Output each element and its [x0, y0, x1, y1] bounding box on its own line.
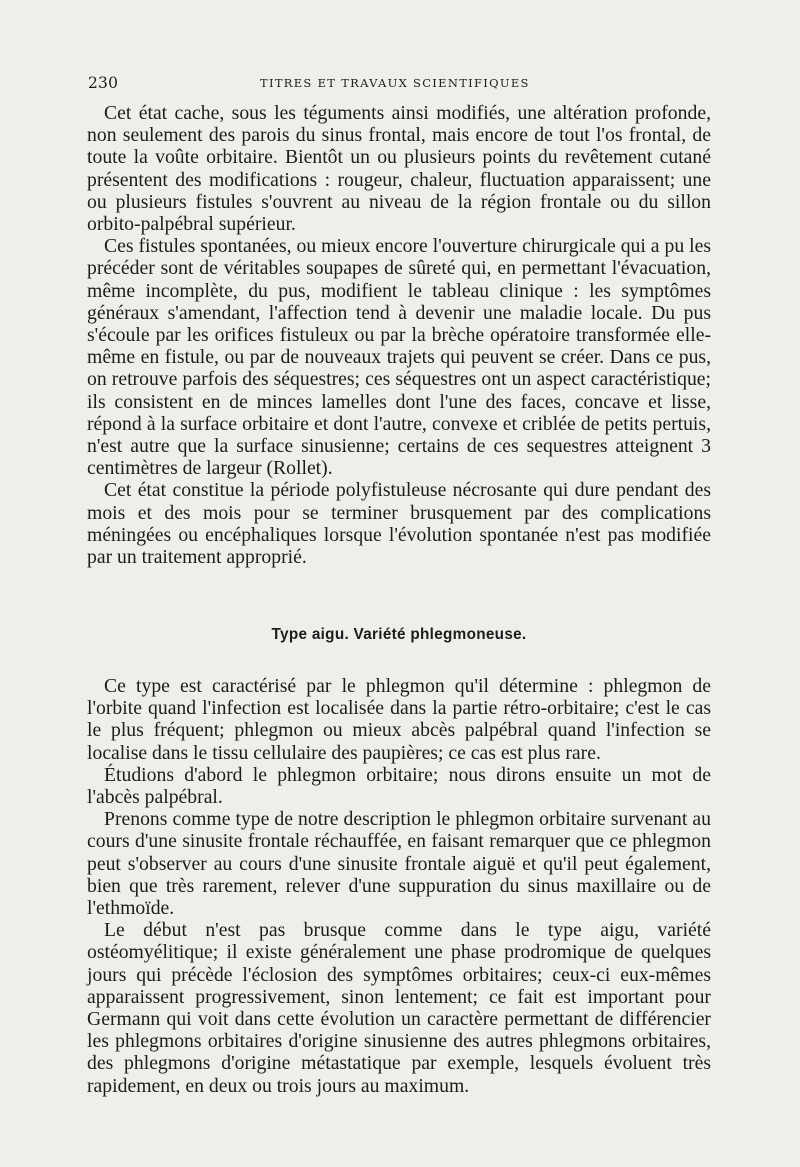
paragraph: Cet état cache, sous les téguments ainsi modifiés, une altération profonde, non seulement des parois du sinus frontal, mais encore de tout l'os frontal, de toute la voûte orbitaire. Bientôt un ou plusieurs points du revêtement cutané présentent des modifications : rougeur, chaleur, fluctuation apparaissent; une ou plusieurs fistules s'ouvrent au niveau de la région frontale ou du sillon orbito-palpébral supérieur. [87, 102, 711, 236]
page-number: 230 [88, 74, 119, 92]
paragraph: Étudions d'abord le phlegmon orbitaire; nous dirons ensuite un mot de l'abcès palpébral. [87, 763, 711, 809]
running-head [88, 74, 710, 94]
section-chronic-phase [87, 102, 711, 568]
paragraph: Ce type est caractérisé par le phlegmon qu'il détermine : phlegmon de l'orbite quand l'infection est localisée dans la partie rétro-orbitaire; c'est le cas le plus fréquent; phlegmon ou mieux abcès palpébral quand l'infection se localise dans le tissu cellulaire des paupières; ce cas est plus rare. [87, 675, 711, 764]
paragraph: Ces fistules spontanées, ou mieux encore l'ouverture chirurgicale qui a pu les précéder sont de véritables soupapes de sûreté qui, en permettant l'évacuation, même incomplète, du pus, modifient le tableau clinique : les symptômes généraux s'amendant, l'affection tend à devenir une maladie locale. Du pus s'écoule par les orifices fistuleux ou par la brèche opératoire transformée elle-même en fistule, ou par de nouveaux trajets qui peuvent se créer. Dans ce pus, on retrouve parfois des séquestres; ces séquestres ont un aspect caractéristique; ils consistent en de minces lamelles dont l'une des faces, concave et lisse, répond à la surface orbitaire et dont l'autre, convexe et criblée de petits pertuis, n'est autre que la surface sinusienne; certains de ces sequestres atteignent 3 centimètres de largeur (Rollet). [87, 235, 711, 480]
running-title: TITRES ET TRAVAUX SCIENTIFIQUES [260, 76, 530, 90]
paragraph: Cet état constitue la période polyfistuleuse nécrosante qui dure pendant des mois et des mois pour se terminer brusquement par des complications méningées ou encéphaliques lorsque l'évolution spontanée n'est pas modifiée par un traitement approprié. [87, 479, 711, 569]
paragraph: Le début n'est pas brusque comme dans le type aigu, variété ostéomyélitique; il existe généralement une phase prodromique de quelques jours qui précède l'éclosion des symptômes orbitaires; ceux-ci eux-mêmes apparaissent progressivement, sinon lentement; ce fait est important pour Germann qui voit dans cette évolution un caractère permettant de différencier les phlegmons orbitaires d'origine sinusienne des autres phlegmons orbitaires, des phlegmons d'origine métastatique par exemple, lesquels évoluent très rapidement, en deux ou trois jours au maximum. [87, 919, 711, 1097]
section-heading: Type aigu. Variété phlegmoneuse. [271, 626, 527, 643]
paragraph: Prenons comme type de notre description le phlegmon orbitaire survenant au cours d'une sinusite frontale réchauffée, en faisant remarquer que ce phlegmon peut s'observer au cours d'une sinusite frontale aiguë et qu'il peut également, bien que très rarement, relever d'une suppuration du sinus maxillaire ou de l'ethmoïde. [87, 808, 711, 920]
section-phlegmonous-variety [87, 675, 711, 1097]
